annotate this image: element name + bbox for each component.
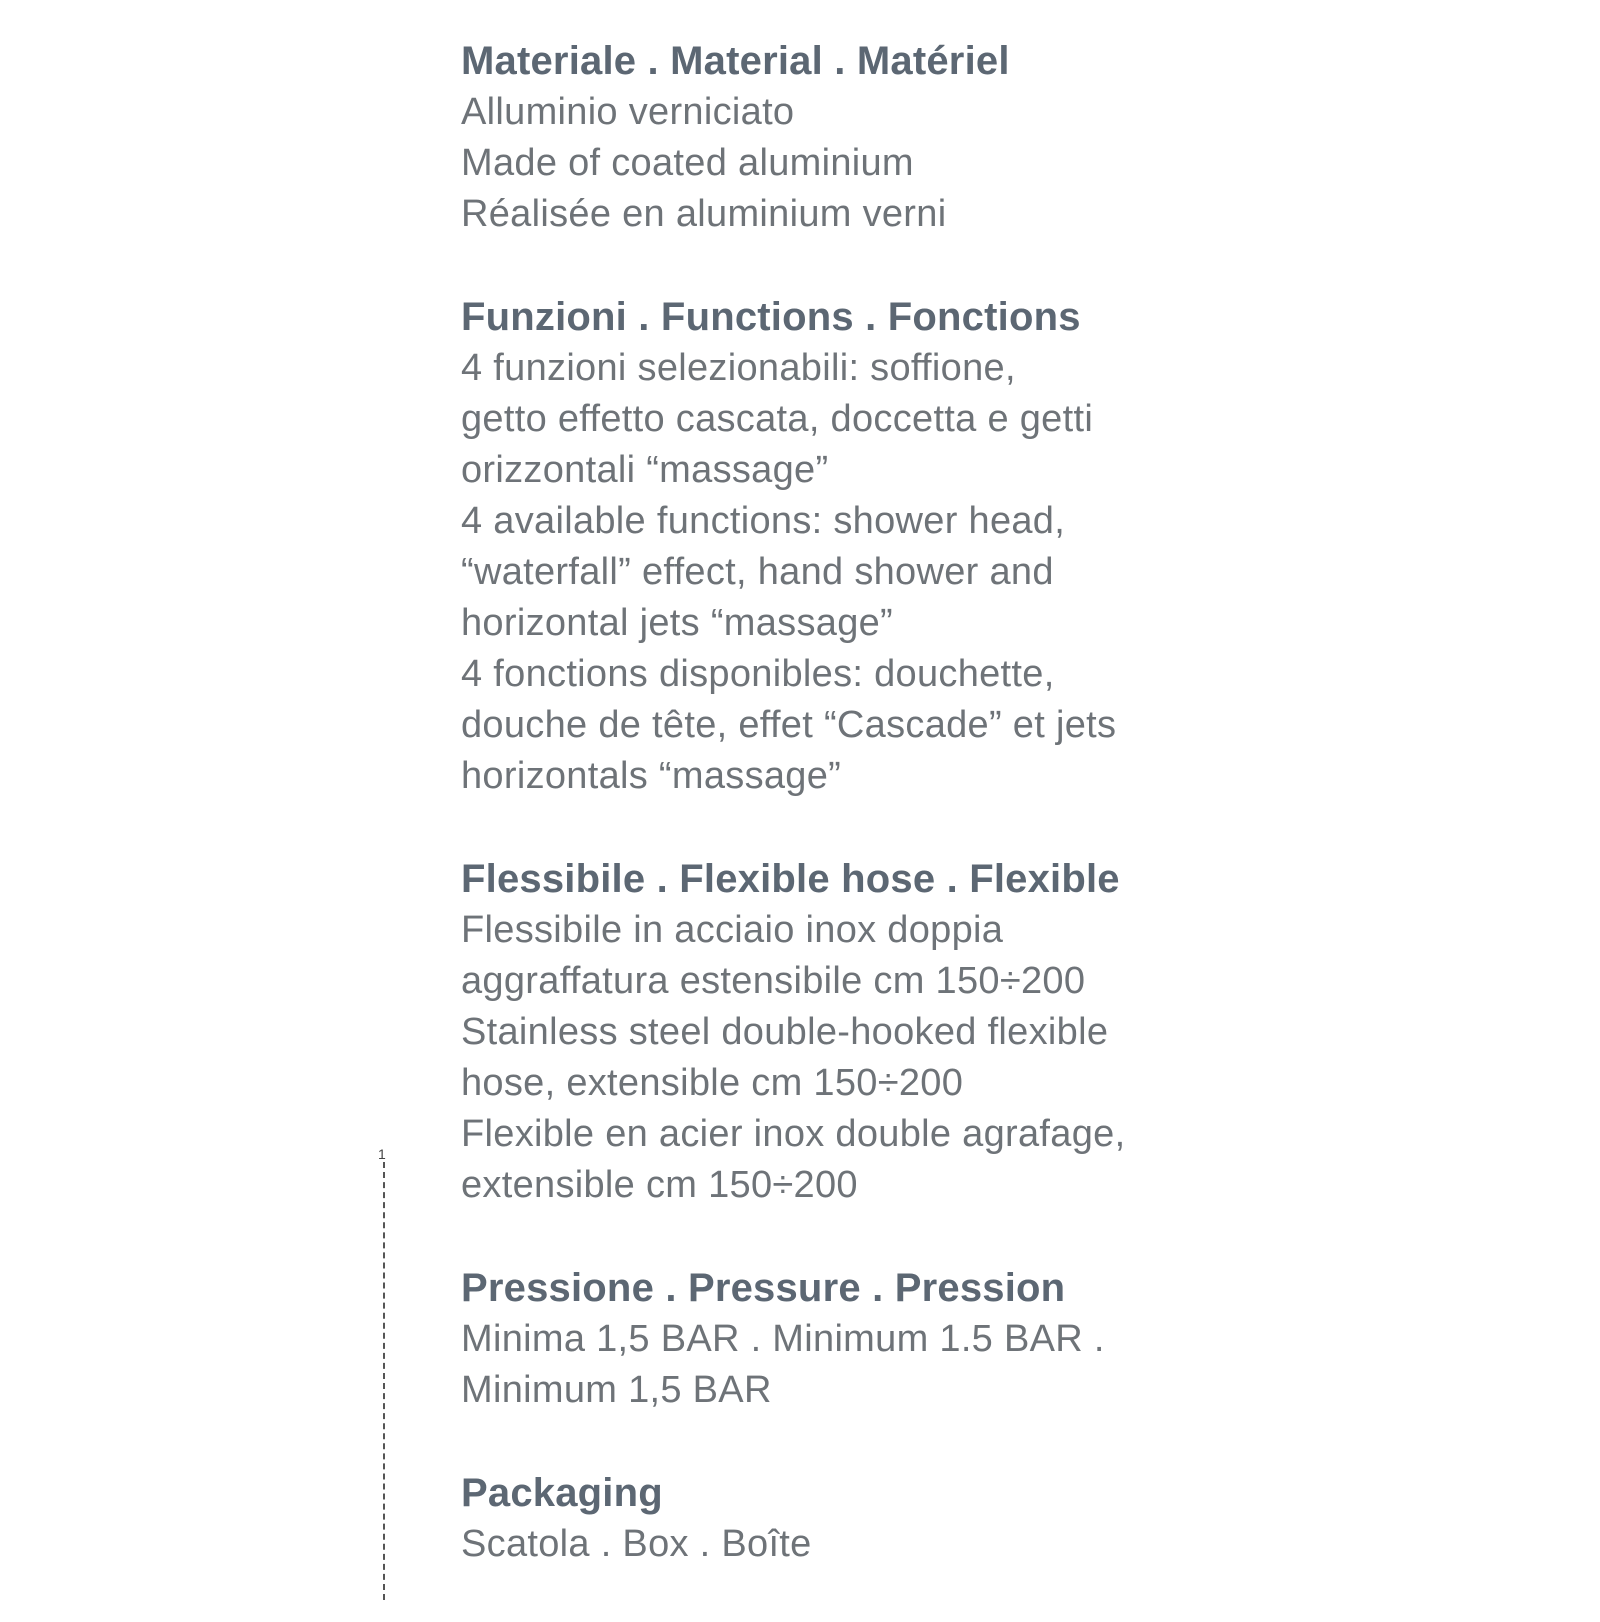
section-flexible-hose [461, 854, 1581, 1211]
spec-line: Minima 1,5 BAR . Minimum 1.5 BAR . [461, 1318, 1105, 1360]
spec-line: Réalisée en aluminium verni [461, 193, 947, 235]
section-body [461, 1519, 1581, 1570]
spec-line: 4 available functions: shower head, [461, 500, 1066, 542]
section-title: Packaging [461, 1471, 663, 1515]
spec-line: Stainless steel double-hooked flexible [461, 1011, 1109, 1053]
section-body [461, 87, 1581, 240]
spec-line: douche de tête, effet “Cascade” et jets [461, 704, 1117, 746]
section-title: Funzioni . Functions . Fonctions [461, 295, 1081, 339]
spec-line: horizontals “massage” [461, 755, 842, 797]
spec-line: Minimum 1,5 BAR [461, 1369, 772, 1411]
spec-line: Flexible en acier inox double agrafage, [461, 1113, 1126, 1155]
spec-line: 4 funzioni selezionabili: soffione, [461, 347, 1016, 389]
section-material [461, 36, 1581, 240]
spec-line: horizontal jets “massage” [461, 602, 894, 644]
section-functions [461, 292, 1581, 802]
spec-sheet [461, 36, 1581, 1622]
marker-number: 1 [378, 1146, 386, 1162]
section-body [461, 905, 1581, 1211]
spec-line: getto effetto cascata, doccetta e getti [461, 398, 1094, 440]
spec-line: extensible cm 150÷200 [461, 1164, 858, 1206]
section-body [461, 1314, 1581, 1416]
spec-line: Scatola . Box . Boîte [461, 1523, 812, 1565]
spec-line: 4 fonctions disponibles: douchette, [461, 653, 1055, 695]
section-packaging [461, 1468, 1581, 1570]
spec-line: Alluminio verniciato [461, 91, 795, 133]
section-title: Pressione . Pressure . Pression [461, 1266, 1066, 1310]
section-pressure [461, 1263, 1581, 1416]
section-body [461, 343, 1581, 802]
section-title: Flessibile . Flexible hose . Flexible [461, 857, 1120, 901]
spec-line: “waterfall” effect, hand shower and [461, 551, 1054, 593]
spec-line: hose, extensible cm 150÷200 [461, 1062, 964, 1104]
dashed-divider [383, 1162, 385, 1600]
section-title: Materiale . Material . Matériel [461, 39, 1010, 83]
spec-line: Made of coated aluminium [461, 142, 914, 184]
spec-line: orizzontali “massage” [461, 449, 829, 491]
spec-line: aggraffatura estensibile cm 150÷200 [461, 960, 1086, 1002]
spec-line: Flessibile in acciaio inox doppia [461, 909, 1004, 951]
